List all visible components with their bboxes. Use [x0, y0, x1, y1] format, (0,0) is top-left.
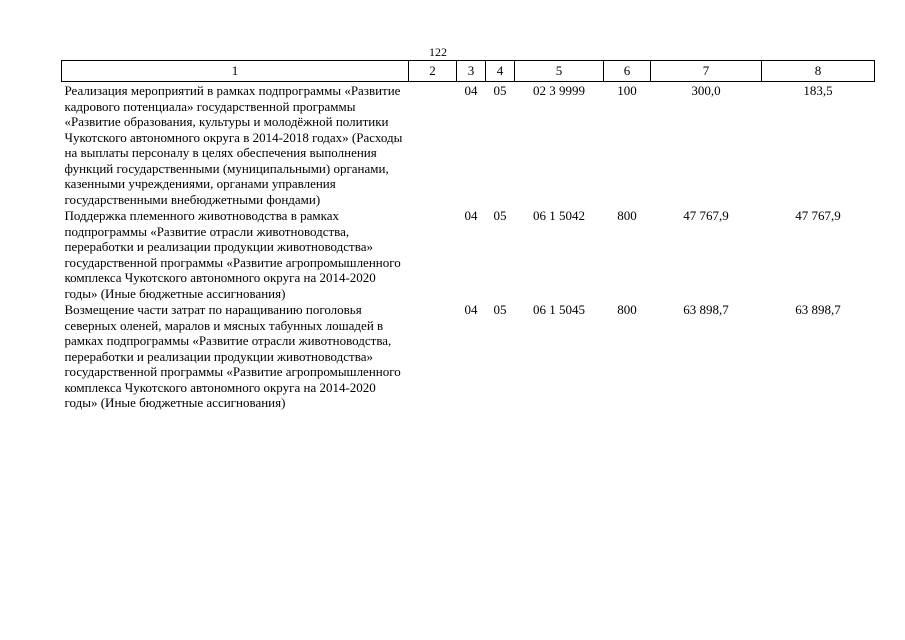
- column-header-4: 4: [486, 61, 515, 82]
- row-col5: 06 1 5042: [533, 208, 585, 223]
- row-description: Реализация мероприятий в рамках подпрограммы «Развитие кадрового потенциала» государственной программы «Развитие образования, культуры и молодёжной политики Чукотского автономного округа в 2014-2018 годах» (Расходы на выплаты персоналу в целях обеспечения выполнения функций государственными (муниципальными) органами, казенными учреждениями, органами управления государственными внебюджетными фондами): [64, 83, 403, 207]
- row-col4: 05: [493, 208, 507, 223]
- column-header-7: 7: [651, 61, 762, 82]
- column-header-3: 3: [457, 61, 486, 82]
- header-row: [62, 61, 875, 82]
- row-description: Возмещение части затрат по наращиванию поголовья северных оленей, маралов и мясных табунных лошадей в рамках подпрограммы «Развитие отрасли животноводства, переработки и реализации продукции животноводства» государственной программы «Развитие агропромышленного комплекса Чукотского автономного округа на 2014-2020 годы» (Иные бюджетные ассигнования): [64, 302, 401, 410]
- row-col7: 47 767,9: [683, 208, 729, 223]
- row-col7: 63 898,7: [683, 302, 729, 317]
- row-col6: 100: [617, 83, 637, 98]
- row-col5: 06 1 5045: [533, 302, 585, 317]
- column-header-5: 5: [515, 61, 604, 82]
- row-col4: 05: [493, 302, 507, 317]
- column-header-8: 8: [762, 61, 875, 82]
- table-row: [62, 82, 875, 208]
- row-col3: 04: [464, 302, 478, 317]
- row-col4: 05: [493, 83, 507, 98]
- row-col8: 47 767,9: [795, 208, 841, 223]
- table-row: [62, 207, 875, 301]
- row-col6: 800: [617, 302, 637, 317]
- page-number: 122: [429, 45, 447, 59]
- row-col2: [409, 207, 457, 301]
- column-header-2: 2: [409, 61, 457, 82]
- row-col5: 02 3 9999: [533, 83, 585, 98]
- row-col6: 800: [617, 208, 637, 223]
- column-header-1: 1: [62, 61, 409, 82]
- row-col2: [409, 301, 457, 411]
- row-col2: [409, 82, 457, 208]
- row-col8: 63 898,7: [795, 302, 841, 317]
- row-description: Поддержка племенного животноводства в рамках подпрограммы «Развитие отрасли животноводства, переработки и реализации продукции животноводства» государственной программы «Развитие агропромышленного комплекса Чукотского автономного округа на 2014-2020 годы» (Иные бюджетные ассигнования): [64, 208, 401, 301]
- row-col3: 04: [464, 208, 478, 223]
- row-col8: 183,5: [803, 83, 833, 98]
- column-header-6: 6: [604, 61, 651, 82]
- row-col3: 04: [464, 83, 478, 98]
- budget-table: [61, 60, 875, 411]
- table-row: [62, 301, 875, 411]
- row-col7: 300,0: [691, 83, 721, 98]
